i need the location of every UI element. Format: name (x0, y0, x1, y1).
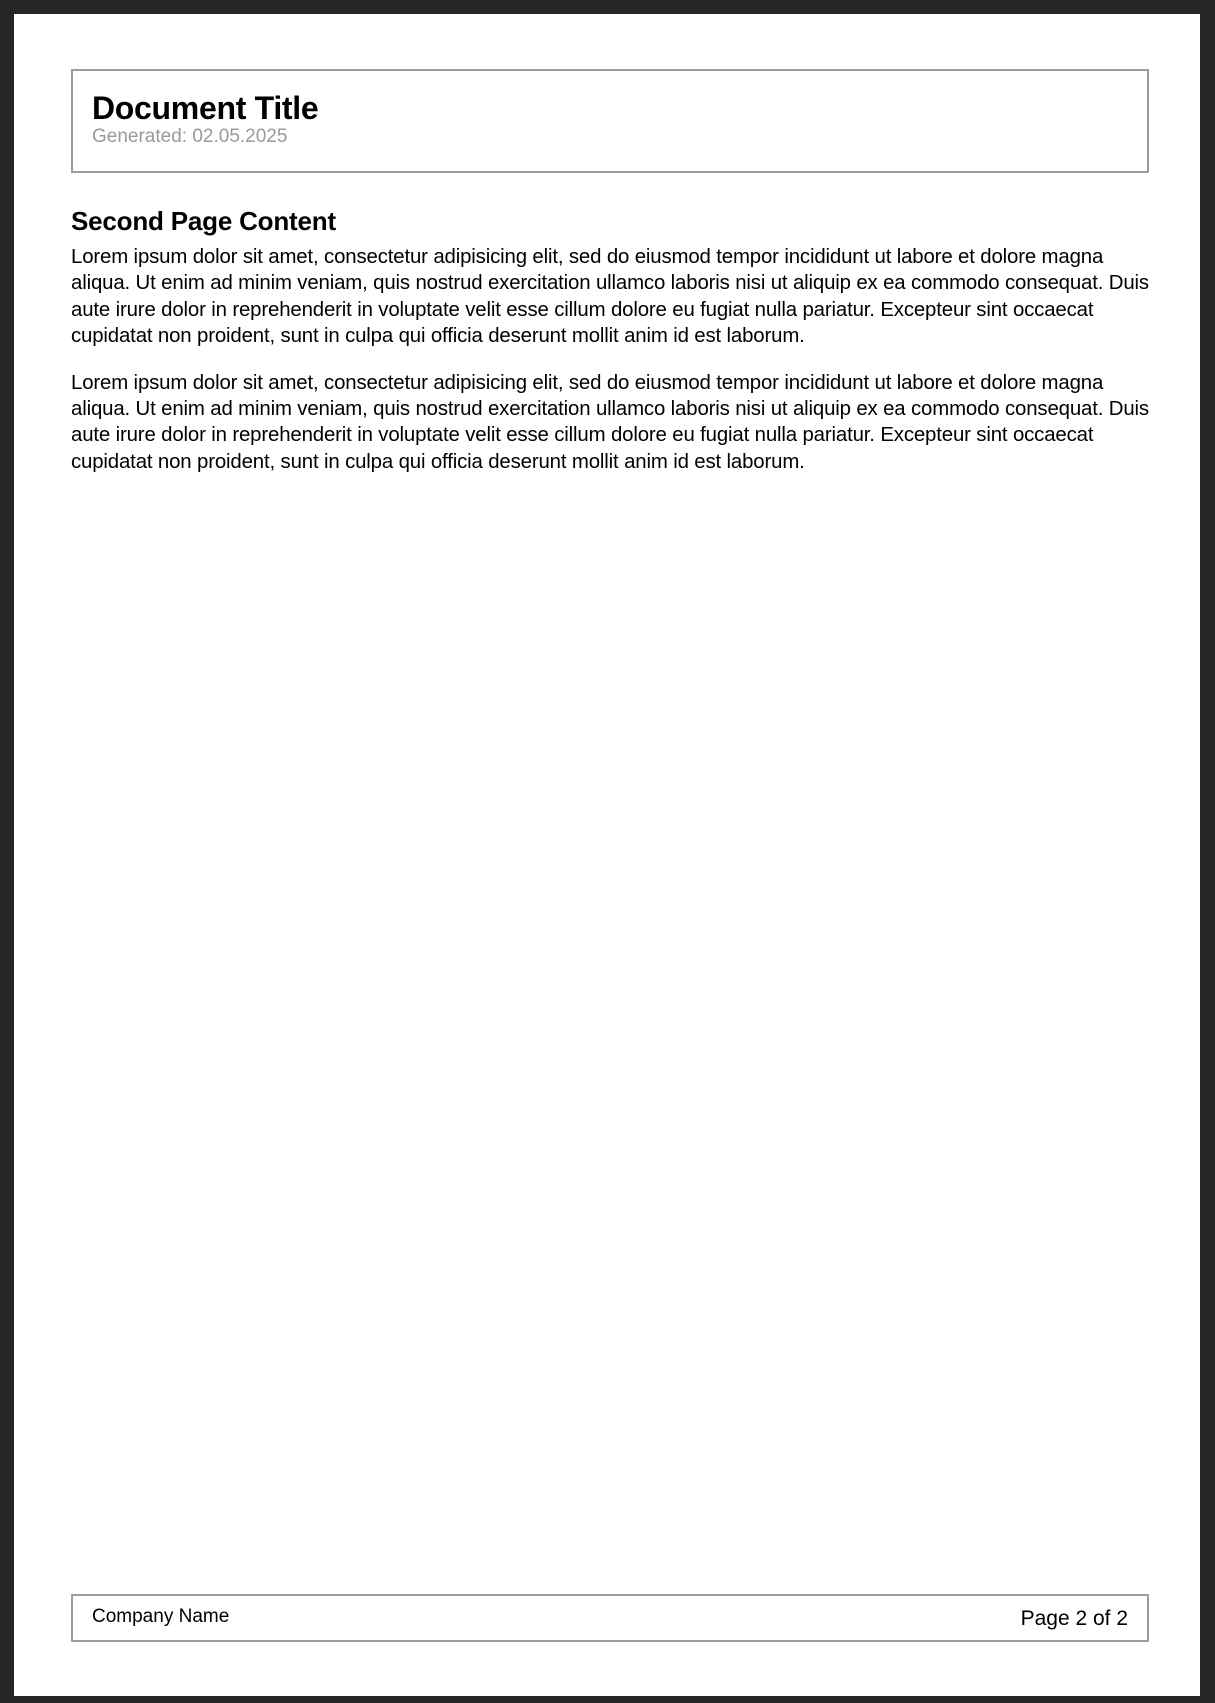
page-footer (71, 1594, 1149, 1642)
document-page (14, 14, 1200, 1696)
document-title: Document Title (92, 90, 319, 126)
company-name: Company Name (92, 1605, 230, 1627)
body-paragraph: Lorem ipsum dolor sit amet, consectetur adipisicing elit, sed do eiusmod tempor incididunt ut labore et dolore magna aliqua. Ut enim ad minim veniam, quis nostrud exercitation ullamco laboris nisi ut aliquip ex ea commodo consequat. Duis aute irure dolor in reprehenderit in voluptate velit esse cillum dolore eu fugiat nulla pariatur. Excepteur sint occaecat cupidatat non proident, sunt in culpa qui officia deserunt mollit anim id est laborum. (71, 246, 1149, 348)
page-number: Page 2 of 2 (1020, 1606, 1128, 1630)
generated-date: Generated: 02.05.2025 (92, 126, 288, 147)
section-heading: Second Page Content (71, 206, 336, 236)
page-header (71, 69, 1149, 173)
page-content (71, 206, 1153, 475)
body-paragraph: Lorem ipsum dolor sit amet, consectetur adipisicing elit, sed do eiusmod tempor incididunt ut labore et dolore magna aliqua. Ut enim ad minim veniam, quis nostrud exercitation ullamco laboris nisi ut aliquip ex ea commodo consequat. Duis aute irure dolor in reprehenderit in voluptate velit esse cillum dolore eu fugiat nulla pariatur. Excepteur sint occaecat cupidatat non proident, sunt in culpa qui officia deserunt mollit anim id est laborum. (71, 371, 1149, 473)
